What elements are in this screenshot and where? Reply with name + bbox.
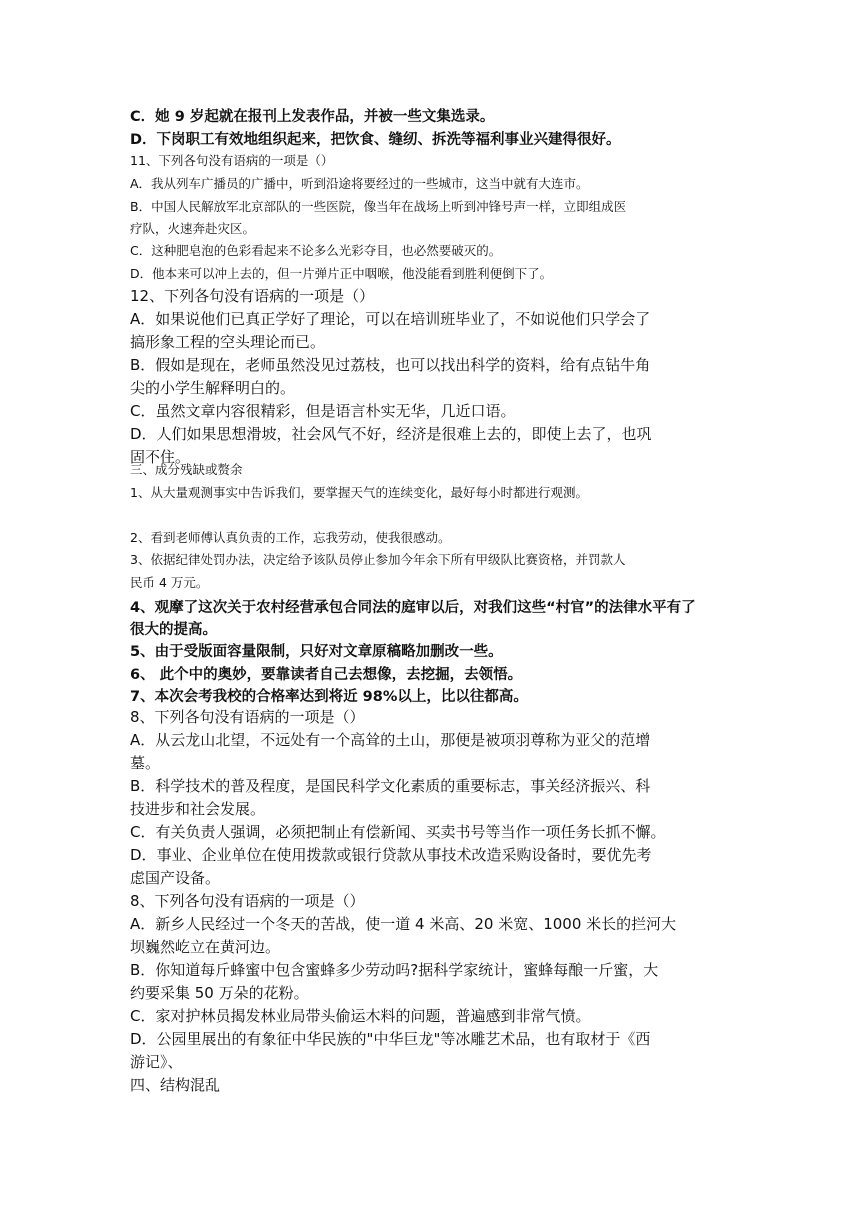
text-line: D．公园里展出的有象征中华民族的"中华巨龙"等冰雕艺术品，也有取材于《西 [130, 1030, 651, 1048]
text-line: 固不住。 [130, 448, 191, 466]
text-line: D．下岗职工有效地组织起来，把饮食、缝纫、拆洗等福利事业兴建得很好。 [130, 132, 621, 148]
text-line: 技进步和社会发展。 [130, 800, 266, 818]
text-line: 疗队，火速奔赴灾区。 [130, 221, 256, 236]
text-line: 虑国产设备。 [130, 869, 221, 887]
text-line: A．我从列车广播员的广播中，听到沿途将要经过的一些城市，这当中就有大连市。 [130, 176, 589, 191]
section-heading: 四、结构混乱 [130, 1076, 221, 1094]
question-heading: 8、下列各句没有语病的一项是（） [130, 708, 365, 726]
text-line: 5、由于受版面容量限制，只好对文章原稿略加删改一些。 [130, 644, 503, 660]
text-line: B．你知道每斤蜂蜜中包含蜜蜂多少劳动吗?据科学家统计，蜜蜂每酿一斤蜜，大 [130, 961, 659, 979]
text-line: 搞形象工程的空头理论而已。 [130, 333, 326, 351]
question-heading: 8、下列各句没有语病的一项是（） [130, 892, 365, 910]
text-line: B．假如是现在，老师虽然没见过荔枝，也可以找出科学的资料，给有点钻牛角 [130, 356, 651, 374]
text-line: A．如果说他们已真正学好了理论，可以在培训班毕业了，不如说他们只学会了 [130, 310, 651, 328]
question-heading: 12、下列各句没有语病的一项是（） [130, 287, 375, 305]
text-line: C．虽然文章内容很精彩，但是语言朴实无华，几近口语。 [130, 402, 516, 420]
text-line: C．这种肥皂泡的色彩看起来不论多么光彩夺目，也必然要破灭的。 [130, 243, 502, 258]
text-line: 6、 此个中的奥妙，要靠读者自己去想像，去挖掘，去领悟。 [130, 667, 523, 683]
text-line: 坝巍然屹立在黄河边。 [130, 938, 281, 956]
text-line: 民币 4 万元。 [130, 575, 209, 590]
text-line: A．从云龙山北望，不远处有一个高耸的土山，那便是被项羽尊称为亚父的范增 [130, 731, 651, 749]
text-line: C．有关负责人强调，必须把制止有偿新闻、买卖书号等当作一项任务长抓不懈。 [130, 823, 666, 841]
text-line: 约要采集 50 万朵的花粉。 [130, 984, 309, 1002]
text-line: D．事业、企业单位在使用拨款或银行贷款从事技术改造采购设备时，要优先考 [130, 846, 652, 864]
text-line: C．她 9 岁起就在报刊上发表作品，并被一些文集选录。 [130, 109, 495, 125]
section-heading: 三、成分残缺或赘余 [130, 462, 243, 477]
text-line: 墓。 [130, 754, 161, 772]
text-line: 1、从大量观测事实中告诉我们，要掌握天气的连续变化，最好每小时都进行观测。 [130, 485, 588, 500]
text-line: 尖的小学生解释明白的。 [130, 379, 296, 397]
text-line: 游记》、 [130, 1053, 183, 1071]
text-line: D．人们如果思想滑坡，社会风气不好，经济是很难上去的，即使上去了，也巩 [130, 425, 652, 443]
question-heading: 11、下列各句没有语病的一项是（） [130, 153, 334, 168]
text-line: 7、本次会考我校的合格率达到将近 98%以上，比以往都高。 [130, 689, 528, 705]
text-line: A．新乡人民经过一个冬天的苦战，使一道 4 米高、20 米宽、1000 米长的拦河大 [130, 915, 677, 933]
text-line: 4、观摩了这次关于农村经营承包合同法的庭审以后，对我们这些“村官”的法律水平有了 [130, 600, 696, 616]
text-line: B．科学技术的普及程度，是国民科学文化素质的重要标志，事关经济振兴、科 [130, 777, 651, 795]
text-line: C．家对护林员揭发林业局带头偷运木料的问题，普遍感到非常气愤。 [130, 1007, 591, 1025]
text-line: D．他本来可以冲上去的，但一片弹片正中咽喉，他没能看到胜利便倒下了。 [130, 266, 553, 281]
text-line: B．中国人民解放军北京部队的一些医院，像当年在战场上听到冲锋号声一样，立即组成医 [130, 199, 627, 214]
text-line: 2、看到老师傅认真负责的工作，忘我劳动，使我很感动。 [130, 530, 451, 545]
text-line: 很大的提高。 [130, 622, 217, 638]
text-line: 3、依据纪律处罚办法，决定给予该队员停止参加今年余下所有甲级队比赛资格，并罚款人 [130, 552, 626, 567]
